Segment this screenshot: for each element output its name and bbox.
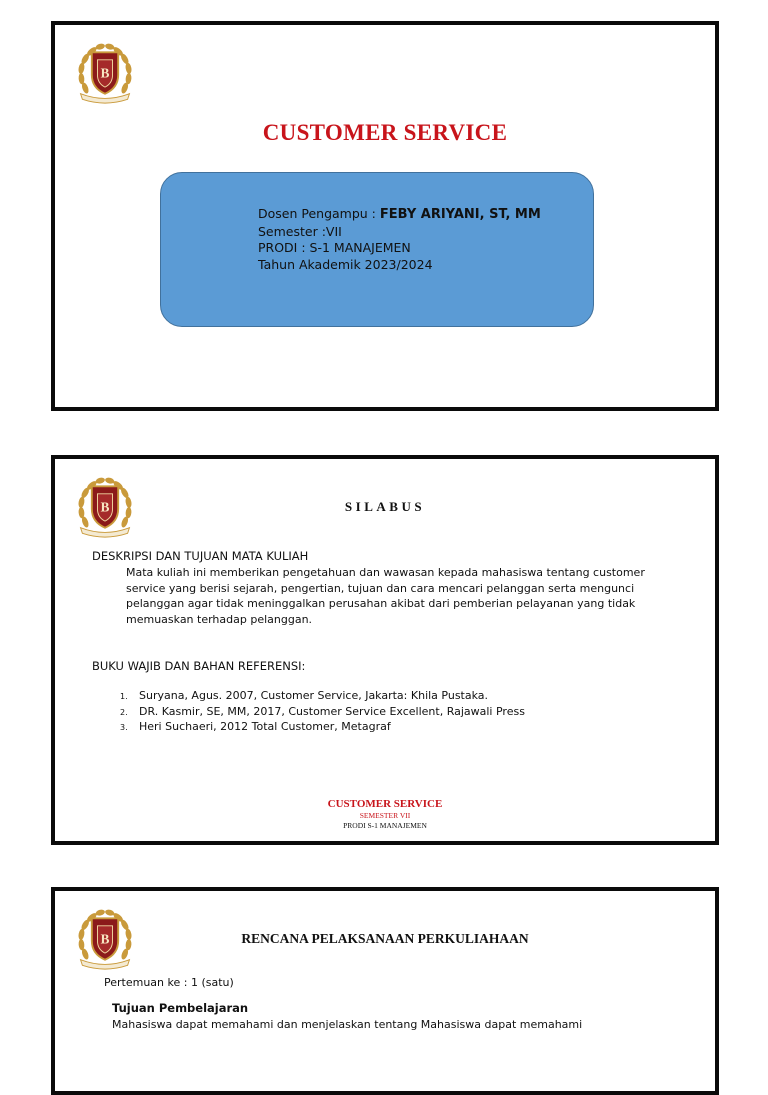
footer-prodi: PRODI S-1 MANAJEMEN [343, 820, 427, 830]
reference-list [117, 688, 525, 735]
learning-goal-heading: Tujuan Pembelajaran [112, 1001, 249, 1015]
lecture-plan-title: RENCANA PELAKSANAAN PERKULIAHAAN [241, 931, 529, 946]
description-text: Mata kuliah ini memberikan pengetahuan dan wawasan kepada mahasiswa tentang customer service yang berisi sejarah, pengertian, tujuan dan cara mencari pelanggan serta mengunci pelanggan agar tidak meninggalkan perusahan akibat dari pemberian pelayanan yang tidak memuaskan terhadap pelanggan. [126, 566, 645, 626]
lecturer-label: Dosen Pengampu : [258, 206, 380, 221]
slide-footer [55, 799, 715, 829]
title-slide [51, 21, 719, 411]
reference-item: 1. Suryana, Agus. 2007, Customer Service, Jakarta: Khila Pustaka. [120, 689, 489, 702]
reference-item: 2. DR. Kasmir, SE, MM, 2017, Customer Service Excellent, Rajawali Press [120, 704, 525, 718]
lecturer-line [258, 206, 541, 224]
academic-year-line: Tahun Akademik 2023/2024 [258, 256, 433, 272]
footer-semester: SEMESTER VII [359, 811, 411, 820]
course-title: CUSTOMER SERVICE [262, 120, 508, 145]
lecture-plan-slide [51, 887, 719, 1095]
syllabus-title: SILABUS [344, 499, 426, 514]
learning-goal-text: Mahasiswa dapat memahami dan menjelaskan tentang Mahasiswa dapat memahami [112, 1018, 583, 1031]
course-info-box [160, 172, 594, 327]
description-heading: DESKRIPSI DAN TUJUAN MATA KULIAH [92, 549, 309, 563]
reference-item: 3. Heri Suchaeri, 2012 Total Customer, Metagraf [120, 720, 391, 733]
syllabus-slide [51, 455, 719, 845]
semester-line: Semester :VII [258, 223, 342, 239]
footer-course: CUSTOMER SERVICE [327, 798, 443, 810]
college-logo [71, 41, 139, 105]
prodi-line: PRODI : S-1 MANAJEMEN [258, 240, 411, 255]
references-heading: BUKU WAJIB DAN BAHAN REFERENSI: [92, 659, 306, 673]
lecturer-name: FEBY ARIYANI, ST, MM [379, 207, 541, 222]
meeting-number: Pertemuan ke : 1 (satu) [104, 976, 234, 989]
